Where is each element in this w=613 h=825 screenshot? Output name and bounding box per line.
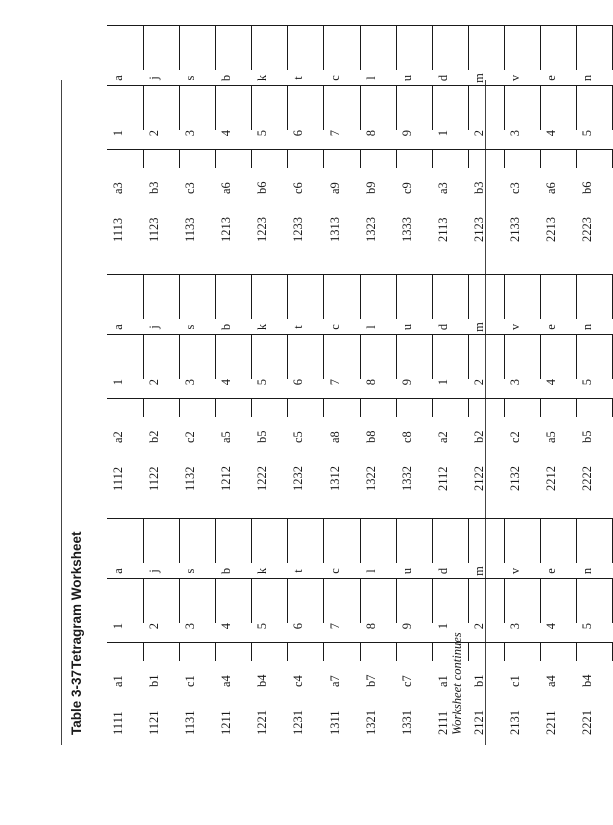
number: 1 [435,379,450,386]
number: 2 [147,623,162,630]
reference: a1 [435,675,450,687]
answer-blank [576,274,613,319]
reference: b2 [471,430,486,443]
tetragram-code: 2122 [471,466,486,491]
tetragram-code: 1113 [111,217,125,242]
letter: c [327,324,342,330]
tetragram-code: 1331 [399,710,414,735]
number: 4 [219,379,234,386]
tetragram-code: 1233 [291,217,306,242]
reference: a1 [111,675,125,687]
letter: u [399,74,414,82]
table-row [280,35,316,735]
reference: c1 [183,675,198,687]
number: 5 [255,379,270,386]
reference: a9 [327,182,342,194]
reference: b3 [147,181,162,194]
reference: a2 [111,431,125,443]
reference: c8 [399,431,414,443]
reference: c1 [508,675,523,687]
tetragram-code: 1123 [147,217,162,242]
number: 1 [435,130,450,137]
reference: a4 [219,675,234,687]
number: 5 [580,130,595,137]
number: 4 [544,623,559,630]
number: 2 [147,379,162,386]
number: 9 [399,130,414,137]
tetragram-code: 2132 [508,466,523,491]
number: 8 [363,623,378,630]
reference: b5 [580,430,595,443]
letter: d [435,567,450,575]
tetragram-code: 1212 [219,466,234,491]
tetragram-code: 1332 [399,466,414,491]
number: 3 [183,130,198,137]
reference: c2 [183,431,198,443]
reference: a8 [327,431,342,443]
letter: b [219,567,234,575]
reference: b4 [580,674,595,687]
letter: c [327,75,342,81]
reference: a3 [435,182,450,194]
number: 4 [219,623,234,630]
number: 9 [399,623,414,630]
reference: b6 [255,181,270,194]
letter: l [363,325,378,329]
tetragram-code: 1133 [183,217,198,242]
reference: a6 [219,182,234,194]
letter: v [508,323,523,331]
letter: e [544,324,559,330]
tetragram-code: 1322 [363,466,378,491]
letter: u [399,567,414,575]
letter: m [471,73,486,83]
letter: l [363,76,378,80]
reference: c9 [399,182,414,194]
letter: t [291,76,306,80]
letter: v [508,74,523,82]
tetragram-code: 2222 [580,466,595,491]
number: 7 [327,130,342,137]
tetragram-code: 1111 [111,711,125,735]
tetragram-code: 1213 [219,217,234,242]
letter: j [147,76,162,80]
number: 1 [435,623,450,630]
tetragram-code: 2131 [508,710,523,735]
tetragram-code: 1311 [327,710,342,735]
tetragram-code: 2211 [544,710,559,735]
reference: b9 [363,181,378,194]
answer-blank [576,334,613,379]
table-row [533,35,569,735]
table-row [569,35,605,735]
number: 3 [508,623,523,630]
answer-blank [576,85,613,130]
reference: c7 [399,675,414,687]
letter: v [508,567,523,575]
letter: m [471,322,486,332]
reference: b3 [471,181,486,194]
reference: c4 [291,675,306,687]
letter: t [291,325,306,329]
table-title: Tetragram Worksheet [69,531,84,669]
number: 3 [508,130,523,137]
tetragram-code: 1132 [183,466,198,491]
reference: c3 [508,182,523,194]
tetragram-code: 1333 [399,217,414,242]
reference: a3 [111,182,125,194]
reference: b4 [255,674,270,687]
tetragram-code: 2223 [580,217,595,242]
number: 2 [471,130,486,137]
reference: b1 [471,674,486,687]
reference: b5 [255,430,270,443]
tetragram-code: 1312 [327,466,342,491]
answer-blank [576,149,613,168]
tetragram-code: 1121 [147,710,162,735]
letter: j [147,325,162,329]
table-row [244,35,280,735]
tetragram-code: 2123 [471,217,486,242]
table-row [389,35,425,735]
reference: a7 [327,675,342,687]
reference: b8 [363,430,378,443]
table-row [461,35,497,735]
tetragram-code: 2121 [471,710,486,735]
table-row [136,35,172,735]
number: 8 [363,130,378,137]
letter: b [219,74,234,82]
letter: a [111,568,125,574]
letter: k [255,567,270,575]
reference: a4 [544,675,559,687]
tetragram-code: 1222 [255,466,270,491]
letter: c [327,568,342,574]
letter: d [435,323,450,331]
tetragram-code: 1313 [327,217,342,242]
table-row [100,35,136,735]
number: 2 [471,379,486,386]
reference: c3 [183,182,198,194]
tetragram-code: 2221 [580,710,595,735]
number: 2 [471,623,486,630]
number: 2 [147,130,162,137]
table-row [497,35,533,735]
tetragram-code: 1131 [183,710,198,735]
answer-blank [576,25,613,70]
worksheet-continues-note: Worksheet continues [450,632,464,735]
table-row [172,35,208,735]
letter: n [580,74,595,82]
tetragram-code: 1232 [291,466,306,491]
tetragram-code: 2133 [508,217,523,242]
number: 3 [508,379,523,386]
tetragram-code: 1221 [255,710,270,735]
letter: n [580,323,595,331]
number: 5 [255,623,270,630]
number: 6 [291,130,306,137]
tetragram-code: 2111 [435,710,450,735]
answer-blank [576,398,613,417]
reference: b2 [147,430,162,443]
letter: s [183,568,198,574]
number: 5 [580,379,595,386]
reference: a5 [219,431,234,443]
letter: a [111,324,125,330]
number: 7 [327,379,342,386]
letter: a [111,75,125,81]
table-row [317,35,353,735]
table-caption [66,135,88,735]
tetragram-code: 1223 [255,217,270,242]
letter: b [219,323,234,331]
table-row [208,35,244,735]
reference: c5 [291,431,306,443]
number: 7 [327,623,342,630]
letter: u [399,323,414,331]
tetragram-code: 1122 [147,466,162,491]
answer-blank [576,518,613,563]
letter: t [291,569,306,573]
tetragram-code: 1112 [111,466,125,491]
reference: a2 [435,431,450,443]
tetragram-code: 2212 [544,466,559,491]
tetragram-code: 2213 [544,217,559,242]
letter: j [147,569,162,573]
tetragram-code: 1321 [363,710,378,735]
number: 5 [255,130,270,137]
reference: b7 [363,674,378,687]
table-row [353,35,389,735]
letter: e [544,568,559,574]
answer-blank [576,642,613,661]
letter: k [255,74,270,82]
table-row [425,35,461,735]
letter: l [363,569,378,573]
number: 1 [111,379,125,386]
letter: n [580,567,595,575]
tetragram-code: 2113 [435,217,450,242]
tetragram-code: 1211 [219,710,234,735]
letter: s [183,324,198,330]
reference: b1 [147,674,162,687]
reference: c2 [508,431,523,443]
letter: s [183,75,198,81]
answer-blank [576,578,613,623]
reference: a6 [544,182,559,194]
number: 1 [111,130,125,137]
letter: k [255,323,270,331]
reference: c6 [291,182,306,194]
number: 3 [183,379,198,386]
tetragram-code: 1323 [363,217,378,242]
reference: b6 [580,181,595,194]
number: 3 [183,623,198,630]
number: 6 [291,379,306,386]
tetragram-code: 1231 [291,710,306,735]
number: 1 [111,623,125,630]
letter: e [544,75,559,81]
number: 8 [363,379,378,386]
number: 6 [291,623,306,630]
table-number: Table 3-37 [69,669,84,735]
reference: a5 [544,431,559,443]
number: 4 [544,379,559,386]
number: 5 [580,623,595,630]
number: 4 [219,130,234,137]
letter: d [435,74,450,82]
letter: m [471,566,486,576]
number: 9 [399,379,414,386]
worksheet-table [100,35,605,735]
tetragram-code: 2112 [435,466,450,491]
number: 4 [544,130,559,137]
